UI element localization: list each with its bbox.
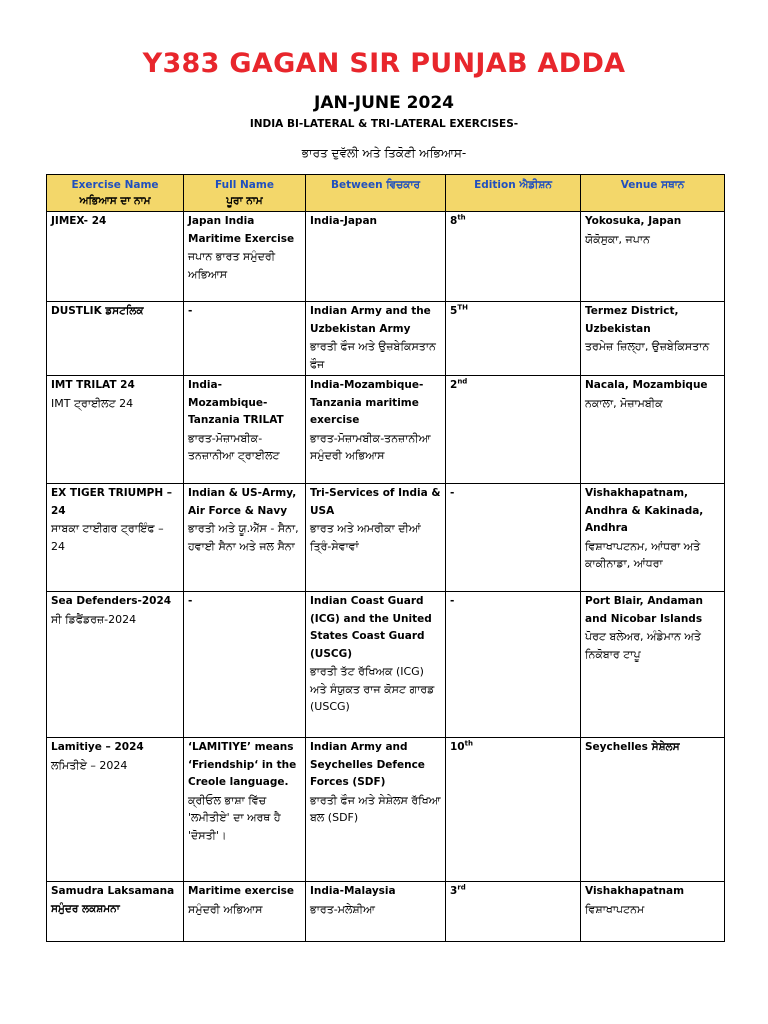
between-pa: ਭਾਰਤੀ ਤੱਟ ਰੱਖਿਅਕ (ICG) ਅਤੇ ਸੰਯੁਕਤ ਰਾਜ ਕੋਸਟ ਗਾਰਡ (USCG) [310, 665, 435, 713]
edition-suffix: rd [457, 883, 466, 892]
cell-exercise-name [47, 484, 184, 592]
header-full-pa: ਪੂਰਾ ਨਾਮ [226, 195, 263, 207]
full-name-pa: ਸਮੁੰਦਰੀ ਅਭਿਆਸ [188, 902, 263, 916]
between-pa: ਭਾਰਤੀ ਫੌਜ ਅਤੇ ਸੇਸ਼ੇਲਸ ਰੱਖਿਆ ਬਲ (SDF) [310, 793, 441, 824]
cell-venue [581, 882, 725, 942]
header-full-name [184, 175, 306, 212]
venue-pa: ਪੋਰਟ ਬਲੇਅਰ, ਅੰਡੇਮਾਨ ਅਤੇ ਨਿਕੋਬਾਰ ਟਾਪੂ [585, 630, 701, 661]
venue-pa: ਤਰਮੇਜ਼ ਜ਼ਿਲ੍ਹਾ, ਉਜ਼ਬੇਕਿਸਤਾਨ [585, 340, 710, 353]
header-full-en: Full Name [215, 179, 274, 191]
full-name-en: - [188, 305, 193, 317]
full-name-en: ‘LAMITIYE’ means ‘Friendship‘ in the Creole language. [188, 741, 297, 788]
table-row [47, 738, 725, 882]
cell-venue [581, 376, 725, 484]
table-header-row [47, 175, 725, 212]
exercise-name-pa: ਸੀ ਡਿਫੈਂਡਰਜ਼-2024 [51, 612, 137, 626]
table-row [47, 882, 725, 942]
edition-number: - [450, 487, 455, 499]
page-title: Y383 GAGAN SIR PUNJAB ADDA [142, 48, 626, 79]
full-name-pa: ਜਪਾਨ ਭਾਰਤ ਸਮੁੰਦਰੀ ਅਭਿਆਸ [188, 250, 276, 281]
venue-pa: ਵਿਸ਼ਾਖਾਪਟਨਮ [585, 902, 645, 916]
cell-edition [446, 212, 581, 302]
cell-exercise-name [47, 882, 184, 942]
full-name-pa: ਕ੍ਰੀਓਲ ਭਾਸ਼ਾ ਵਿੱਚ 'ਲਮੀਤੀਏ' ਦਾ ਅਰਥ ਹੈ 'ਦੋਸਤੀ'। [188, 793, 281, 842]
exercise-name-en: IMT TRILAT 24 [51, 379, 135, 391]
cell-full-name [184, 592, 306, 738]
venue-en: Yokosuka, Japan [585, 215, 682, 227]
exercise-name-en: JIMEX- 24 [51, 215, 107, 227]
header-venue: Venue ਸਥਾਨ [581, 175, 725, 212]
venue-pa: ਯੋਕੋਸੁਕਾ, ਜਪਾਨ [585, 232, 650, 246]
edition-suffix: nd [457, 377, 468, 386]
cell-full-name [184, 302, 306, 376]
cell-between [306, 376, 446, 484]
header-exercise-en: Exercise Name [71, 179, 159, 191]
header-edition: Edition ਐਡੀਸ਼ਨ [446, 175, 581, 212]
cell-between [306, 592, 446, 738]
between-pa: ਭਾਰਤ ਅਤੇ ਅਮਰੀਕਾ ਦੀਆਂ ਤ੍ਰਿੰ-ਸੇਵਾਵਾਂ [310, 522, 421, 553]
cell-between [306, 882, 446, 942]
cell-exercise-name [47, 302, 184, 376]
cell-between [306, 484, 446, 592]
between-en: India-Japan [310, 215, 378, 227]
edition-suffix: th [457, 213, 466, 222]
header-exercise-pa: ਅਭਿਆਸ ਦਾ ਨਾਮ [79, 195, 151, 207]
full-name-en: - [188, 595, 193, 607]
exercise-name-en: EX TIGER TRIUMPH – 24 [51, 487, 173, 517]
cell-exercise-name [47, 738, 184, 882]
cell-edition [446, 882, 581, 942]
full-name-en: Japan India Maritime Exercise [188, 215, 295, 245]
cell-venue [581, 212, 725, 302]
table-row [47, 484, 725, 592]
exercise-name-pa: ਸਾਬਕਾ ਟਾਈਗਰ ਟ੍ਰਾਇੰਫ – 24 [51, 522, 164, 553]
cell-full-name [184, 212, 306, 302]
between-en: India-Mozambique-Tanzania maritime exercise [310, 379, 424, 426]
between-en: India-Malaysia [310, 885, 396, 897]
exercise-name-en: Samudra Laksamana ਸਮੁੰਦਰ ਲਕਸ਼ਮਨਾ [51, 885, 175, 915]
exercise-name-en: Sea Defenders-2024 [51, 595, 172, 607]
edition-number: 10 [450, 741, 465, 753]
cell-exercise-name [47, 376, 184, 484]
full-name-pa: ਭਾਰਤੀ ਅਤੇ ਯੂ.ਐੱਸ - ਸੈਨਾ, ਹਵਾਈ ਸੈਨਾ ਅਤੇ ਜਲ ਸੈਨਾ [188, 522, 299, 553]
between-en: Indian Coast Guard (ICG) and the United States Coast Guard (USCG) [310, 595, 432, 660]
venue-pa: ਵਿਸ਼ਾਖਾਪਟਨਮ, ਆਂਧਰਾ ਅਤੇ ਕਾਕੀਨਾਡਾ, ਆਂਧਰਾ [585, 539, 701, 570]
full-name-en: Indian & US-Army, Air Force & Navy [188, 487, 297, 517]
table-row [47, 302, 725, 376]
table-row [47, 212, 725, 302]
cell-full-name [184, 376, 306, 484]
full-name-en: Maritime exercise [188, 885, 295, 897]
cell-edition [446, 484, 581, 592]
edition-number: - [450, 595, 455, 607]
venue-en: Vishakhapatnam, Andhra & Kakinada, Andhra [585, 487, 704, 534]
cell-edition [446, 302, 581, 376]
edition-suffix: th [464, 739, 473, 748]
edition-number: 3 [450, 885, 458, 897]
exercise-name-pa: ਲਮਿਤੀਏ – 2024 [51, 758, 128, 772]
cell-full-name [184, 738, 306, 882]
cell-venue [581, 484, 725, 592]
exercise-name-en: Lamitiye – 2024 [51, 741, 144, 753]
cell-edition [446, 592, 581, 738]
header-between: Between ਵਿਚਕਾਰ [306, 175, 446, 212]
page-subtitle: JAN-JUNE 2024 [314, 93, 454, 113]
cell-exercise-name [47, 212, 184, 302]
section-heading-english: INDIA BI-LATERAL & TRI-LATERAL EXERCISES- [249, 118, 519, 130]
full-name-pa: ਭਾਰਤ-ਮੋਜ਼ਾਮਬੀਕ-ਤਨਜ਼ਾਨੀਆ ਟ੍ਰਾਈਲਟ [188, 431, 280, 462]
between-pa: ਭਾਰਤ-ਮੋਜ਼ਾਮਬੀਕ-ਤਨਜ਼ਾਨੀਆ ਸਮੁੰਦਰੀ ਅਭਿਆਸ [310, 431, 431, 462]
between-en: Tri-Services of India & USA [310, 487, 441, 517]
between-en: Indian Army and the Uzbekistan Army [310, 305, 431, 335]
header-exercise-name [47, 175, 184, 212]
venue-en: Port Blair, Andaman and Nicobar Islands [585, 595, 704, 625]
exercise-name-pa: IMT ਟ੍ਰਾਈਲਟ 24 [51, 396, 134, 410]
cell-edition [446, 738, 581, 882]
cell-between [306, 212, 446, 302]
table-row [47, 376, 725, 484]
exercise-name-en: DUSTLIK ਡਸਟਲਿਕ [51, 305, 144, 317]
cell-edition [446, 376, 581, 484]
cell-between [306, 302, 446, 376]
cell-between [306, 738, 446, 882]
cell-venue [581, 738, 725, 882]
section-heading-punjabi: ਭਾਰਤ ਦੁਵੱਲੀ ਅਤੇ ਤਿਕੋਣੀ ਅਭਿਆਸ- [301, 146, 467, 160]
full-name-en: India-Mozambique-Tanzania TRILAT [188, 379, 284, 426]
cell-full-name [184, 882, 306, 942]
between-en: Indian Army and Seychelles Defence Forces (SDF) [310, 741, 425, 788]
between-pa: ਭਾਰਤੀ ਫੌਜ ਅਤੇ ਉਜ਼ਬੇਕਿਸਤਾਨ ਫੌਜ [310, 340, 436, 371]
edition-suffix: TH [457, 303, 468, 312]
cell-exercise-name [47, 592, 184, 738]
edition-number: 2 [450, 379, 458, 391]
table-row [47, 592, 725, 738]
exercises-table [46, 174, 725, 942]
venue-en: Vishakhapatnam [585, 885, 685, 897]
cell-full-name [184, 484, 306, 592]
venue-en: Termez District, Uzbekistan [585, 305, 679, 335]
cell-venue [581, 302, 725, 376]
cell-venue [581, 592, 725, 738]
between-pa: ਭਾਰਤ-ਮਲੇਸ਼ੀਆ [310, 902, 375, 916]
venue-en: Nacala, Mozambique [585, 379, 708, 391]
edition-number: 5 [450, 305, 458, 317]
venue-en: Seychelles ਸੇਸ਼ੇਲਸ [585, 741, 680, 753]
venue-pa: ਨਕਾਲਾ, ਮੋਜ਼ਾਮਬੀਕ [585, 396, 663, 410]
edition-number: 8 [450, 215, 458, 227]
